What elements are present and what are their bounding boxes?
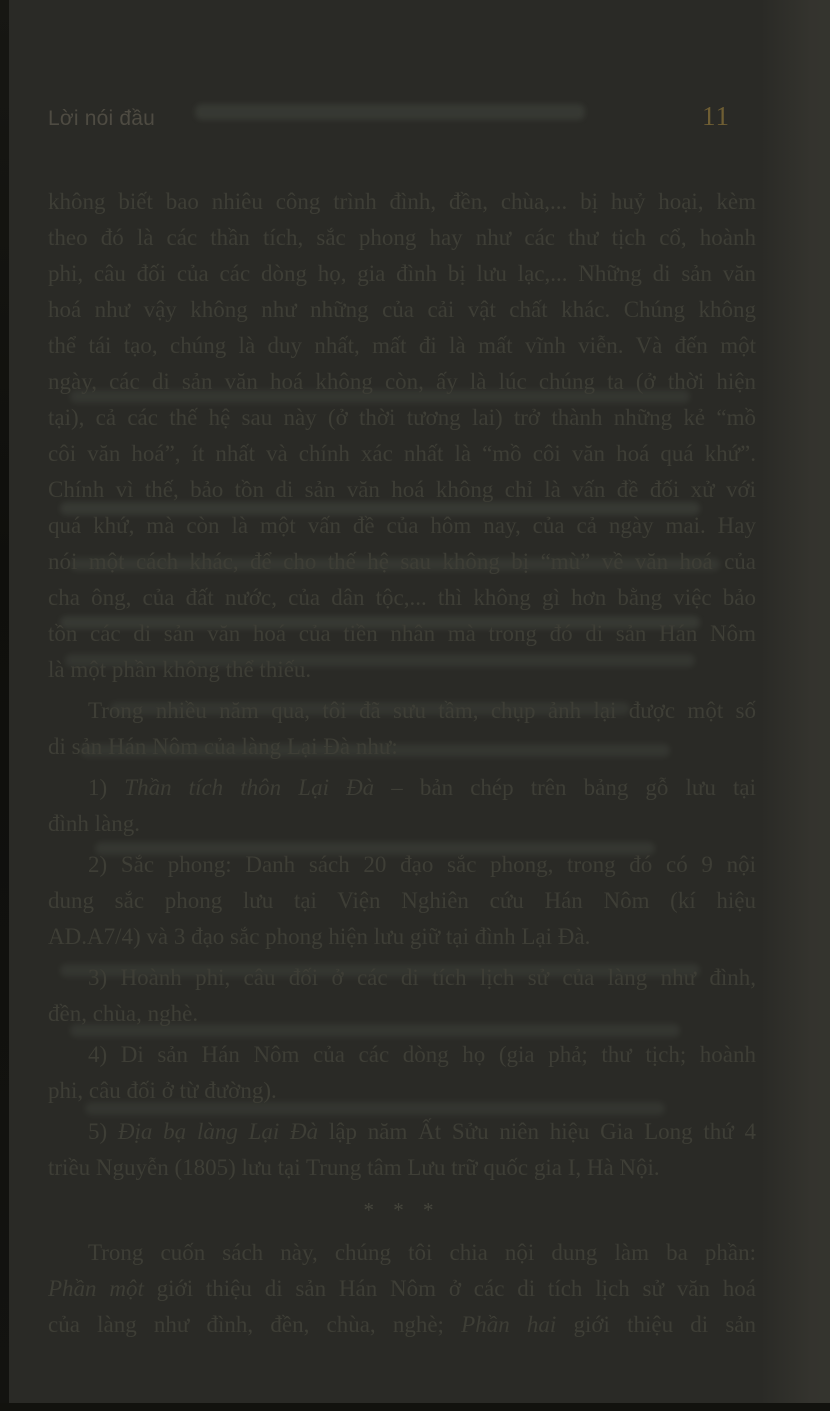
paragraph bbox=[48, 770, 756, 842]
text-line bbox=[48, 652, 756, 688]
text-run: lập năm Ất Sửu niên hiệu Gia Long thứ 4 bbox=[318, 1119, 756, 1144]
text-run: của làng như đình, đền, chùa, nghè; bbox=[48, 1312, 462, 1337]
scan-edge-bottom bbox=[0, 1403, 830, 1411]
paragraph bbox=[48, 693, 756, 765]
text-run: ngày, các di sản văn hoá không còn, ấy là lúc chúng ta (ở thời hiện bbox=[48, 369, 756, 394]
italic-run: Thần tích thôn Lại Đà bbox=[124, 775, 375, 800]
text-run: 3) Hoành phi, câu đối ở các di tích lịch sử của làng như đình, bbox=[88, 965, 756, 990]
text-line bbox=[48, 292, 756, 328]
text-run: tồn các di sản văn hoá của tiền nhân mà trong đó di sản Hán Nôm bbox=[48, 621, 756, 646]
paragraph bbox=[48, 184, 756, 688]
text-line bbox=[48, 960, 756, 996]
italic-run: Phần hai bbox=[461, 1312, 557, 1337]
text-run: – bản chép trên bảng gỗ lưu tại bbox=[374, 775, 756, 800]
text-run: hoá như vậy không như những của cải vật chất khác. Chúng không bbox=[48, 297, 756, 322]
text-run: giới thiệu di sản Hán Nôm ở các di tích lịch sử văn hoá bbox=[143, 1276, 756, 1301]
text-line bbox=[48, 472, 756, 508]
text-line bbox=[48, 1073, 756, 1109]
text-line bbox=[48, 883, 756, 919]
page-body bbox=[48, 184, 756, 1348]
text-line bbox=[48, 1114, 756, 1150]
text-run: tại), cả các thế hệ sau này (ở thời tương lai) trở thành những kẻ “mồ bbox=[48, 405, 756, 430]
running-title: Lời nói đầu bbox=[48, 107, 156, 130]
section-separator: * * * bbox=[363, 1198, 441, 1222]
paragraph bbox=[48, 960, 756, 1032]
text-line bbox=[48, 364, 756, 400]
text-run: Trong nhiều năm qua, tôi đã sưu tầm, chụp ảnh lại được một số bbox=[88, 698, 756, 723]
text-run: quá khứ, mà còn là một vấn đề của hôm nay, của cả ngày mai. Hay bbox=[48, 513, 756, 538]
text-run: 1) bbox=[88, 775, 125, 800]
italic-run: Phần một bbox=[48, 1276, 144, 1301]
text-run: AD.A7/4) và 3 đạo sắc phong hiện lưu giữ tại đình Lại Đà. bbox=[48, 924, 591, 949]
paragraph bbox=[48, 847, 756, 955]
text-run: theo đó là các thần tích, sắc phong hay như các thư tịch cổ, hoành bbox=[48, 225, 756, 250]
text-line bbox=[48, 996, 756, 1032]
text-line bbox=[48, 544, 756, 580]
text-run: di sản Hán Nôm của làng Lại Đà như: bbox=[48, 734, 398, 759]
text-line bbox=[48, 1150, 756, 1186]
text-line bbox=[48, 1235, 756, 1271]
text-line bbox=[48, 328, 756, 364]
text-run: phi, câu đối ở từ đường). bbox=[48, 1078, 277, 1103]
scan-edge-left bbox=[0, 0, 9, 1411]
paragraph bbox=[48, 1037, 756, 1109]
text-line bbox=[48, 508, 756, 544]
text-line bbox=[48, 1271, 756, 1307]
text-line bbox=[48, 847, 756, 883]
text-run: triều Nguyễn (1805) lưu tại Trung tâm Lưu trữ quốc gia I, Hà Nội. bbox=[48, 1155, 660, 1180]
running-header bbox=[48, 101, 756, 132]
text-line bbox=[48, 693, 756, 729]
text-run: cha ông, của đất nước, của dân tộc,... thì không gì hơn bằng việc bảo bbox=[48, 585, 756, 610]
text-run: Chính vì thế, bảo tồn di sản văn hoá không chỉ là vấn đề đối xử với bbox=[48, 477, 756, 502]
text-line bbox=[48, 184, 756, 220]
page-number: 11 bbox=[702, 101, 730, 131]
text-line bbox=[48, 616, 756, 652]
text-line bbox=[48, 400, 756, 436]
text-line bbox=[48, 729, 756, 765]
text-run: Trong cuốn sách này, chúng tôi chia nội dung làm ba phần: bbox=[88, 1240, 756, 1265]
text-run: đền, chùa, nghè. bbox=[48, 1001, 199, 1026]
text-run: 4) Di sản Hán Nôm của các dòng họ (gia phả; thư tịch; hoành bbox=[88, 1042, 756, 1067]
text-run: 5) bbox=[88, 1119, 118, 1144]
right-page-curve-shade bbox=[760, 0, 830, 1411]
text-run: là một phần không thể thiếu. bbox=[48, 657, 312, 682]
text-run: thể tái tạo, chúng là duy nhất, mất đi là mất vĩnh viễn. Và đến một bbox=[48, 333, 756, 358]
text-line bbox=[48, 1037, 756, 1073]
text-run: dung sắc phong lưu tại Viện Nghiên cứu Hán Nôm (kí hiệu bbox=[48, 888, 756, 913]
text-run: nói một cách khác, để cho thế hệ sau không bị “mù” về văn hoá của bbox=[48, 549, 756, 574]
text-line bbox=[48, 770, 756, 806]
text-run: phi, câu đối của các dòng họ, gia đình bị lưu lạc,... Những di sản văn bbox=[48, 261, 756, 286]
text-run: côi văn hoá”, ít nhất và chính xác nhất là “mồ côi văn hoá quá khứ”. bbox=[48, 441, 756, 466]
text-run: đình làng. bbox=[48, 811, 140, 836]
text-run: 2) Sắc phong: Danh sách 20 đạo sắc phong, trong đó có 9 nội bbox=[88, 852, 756, 877]
italic-run: Địa bạ làng Lại Đà bbox=[117, 1119, 319, 1144]
text-line bbox=[48, 806, 756, 842]
text-line bbox=[48, 1307, 756, 1343]
text-line bbox=[48, 580, 756, 616]
paragraph bbox=[48, 1235, 756, 1343]
text-run: không biết bao nhiêu công trình đình, đền, chùa,... bị huỷ hoại, kèm bbox=[48, 189, 756, 214]
text-line bbox=[48, 919, 756, 955]
text-run: giới thiệu di sản bbox=[556, 1312, 756, 1337]
text-line bbox=[48, 220, 756, 256]
text-line bbox=[48, 256, 756, 292]
text-line bbox=[48, 436, 756, 472]
paragraph bbox=[48, 1114, 756, 1186]
